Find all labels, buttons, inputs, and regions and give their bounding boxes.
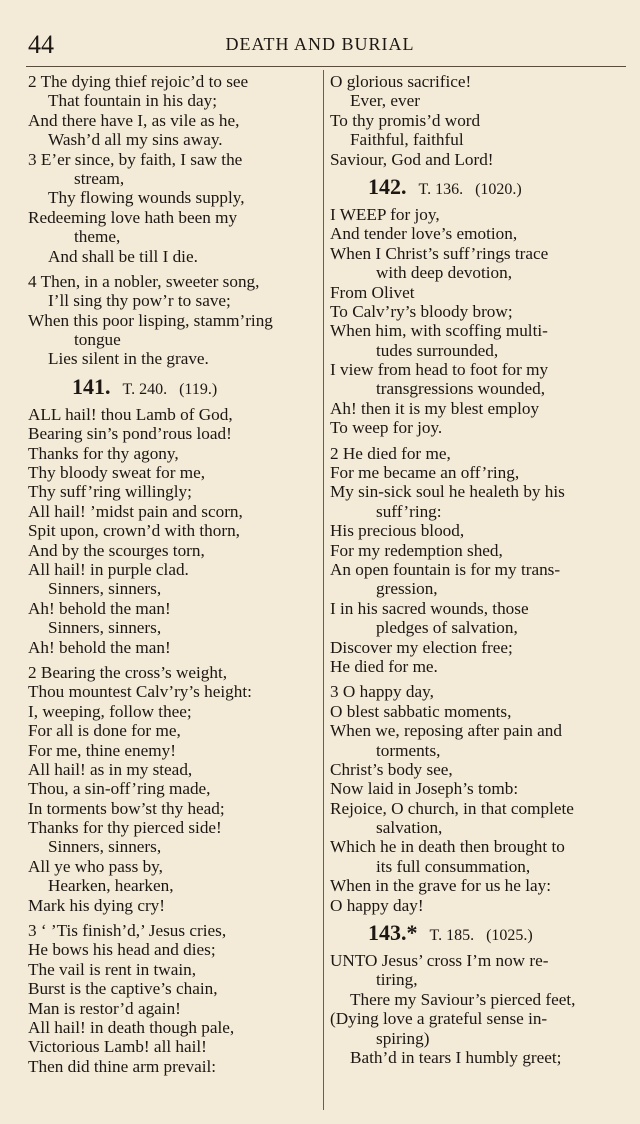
verse-line: Sinners, sinners, <box>48 579 162 599</box>
verse-line: When we, reposing after pain and <box>330 721 562 741</box>
verse-line: 3 O happy day, <box>330 682 434 702</box>
running-title: DEATH AND BURIAL <box>225 34 415 54</box>
verse-line: Lies silent in the grave. <box>48 349 209 369</box>
verse-line: Ah! behold the man! <box>28 598 171 618</box>
verse-line: with deep devotion, <box>376 263 513 283</box>
verse-line: Which he in death then brought to <box>330 837 565 857</box>
verse-line: transgressions wounded, <box>376 379 545 399</box>
verse-line: That fountain in his day; <box>48 91 217 111</box>
verse-line: An open fountain is for my trans- <box>330 559 561 579</box>
verse-line: For me, thine enemy! <box>28 740 176 760</box>
left-column <box>28 72 320 1076</box>
verse-line: And tender love’s emotion, <box>330 224 518 244</box>
verse-line: Now laid in Joseph’s tomb: <box>330 779 519 799</box>
verse-line: Burst is the captive’s chain, <box>28 979 218 999</box>
hymn-number: 141. <box>72 373 111 399</box>
verse-line: There my Saviour’s pierced feet, <box>350 989 576 1009</box>
verse-line: In torments bow’st thy head; <box>28 798 225 818</box>
verse-line: Thy flowing wounds supply, <box>48 188 245 208</box>
verse-line: ALL hail! thou Lamb of God, <box>28 404 233 424</box>
page-number: 44 <box>28 30 54 59</box>
verse-line: To weep for joy. <box>330 418 443 438</box>
verse-line: I’ll sing thy pow’r to save; <box>48 291 231 311</box>
verse-line: All ye who pass by, <box>28 856 163 876</box>
verse-line: Then did thine arm prevail: <box>28 1056 217 1076</box>
verse-line: Saviour, God and Lord! <box>330 149 494 169</box>
verse-line: salvation, <box>376 818 443 838</box>
hymn-heading <box>28 369 320 405</box>
verse-line: Thy bloody sweat for me, <box>28 463 206 483</box>
verse-line: O happy day! <box>330 895 424 915</box>
verse-line: Thanks for thy agony, <box>28 443 179 463</box>
verse-line: He bows his head and dies; <box>28 940 216 960</box>
verse-line: And there have I, as vile as he, <box>28 110 240 130</box>
verse-line: He died for me. <box>330 656 438 676</box>
verse-line: For all is done for me, <box>28 721 181 741</box>
verse-line: When this poor lisping, stamm’ring <box>28 310 273 330</box>
verse-line: Victorious Lamb! all hail! <box>28 1037 207 1057</box>
verse-line: When in the grave for us he lay: <box>330 876 551 896</box>
verse-line: pledges of salvation, <box>376 618 518 638</box>
verse-line: For my redemption shed, <box>330 540 503 560</box>
verse-line: Thou mountest Calv’ry’s height: <box>28 682 252 702</box>
verse-line: Man is restor’d again! <box>28 998 181 1018</box>
verse-line: tiring, <box>376 970 418 990</box>
verse-line: Bearing sin’s pond’rous load! <box>28 424 232 444</box>
verse-line: Faithful, faithful <box>350 130 464 150</box>
verse-line: All hail! as in my stead, <box>28 759 193 779</box>
tune-number: T. 240. <box>122 380 168 398</box>
verse-line: And shall be till I die. <box>48 246 198 266</box>
verse-line: Ever, ever <box>350 91 420 111</box>
hymn-reference: (1025.) <box>486 927 533 945</box>
verse-line: When him, with scoffing multi- <box>330 321 548 341</box>
verse-line: I WEEP for joy, <box>330 204 440 224</box>
hymn-number: 143.* <box>368 920 418 946</box>
hymn-heading <box>330 169 628 205</box>
verse-line: theme, <box>74 227 121 247</box>
verse-line: tongue <box>74 330 121 350</box>
verse-line: 2 The dying thief rejoic’d to see <box>28 72 249 91</box>
verse-line: All hail! in death though pale, <box>28 1017 235 1037</box>
verse-line: 2 He died for me, <box>330 443 451 463</box>
verse-line: 2 Bearing the cross’s weight, <box>28 662 228 682</box>
verse-line: torments, <box>376 740 441 760</box>
verse-line: Ah! then it is my blest employ <box>330 398 540 418</box>
verse-line: My sin-sick soul he healeth by his <box>330 482 565 502</box>
verse-line: To thy promis’d word <box>330 110 481 130</box>
tune-number: T. 185. <box>429 927 475 945</box>
verse-line: its full consummation, <box>376 856 531 876</box>
verse-line: His precious blood, <box>330 521 465 541</box>
verse-line: I, weeping, follow thee; <box>28 701 192 721</box>
verse-line: Christ’s body see, <box>330 759 453 779</box>
right-column <box>330 72 628 1067</box>
verse-line: Thy suff’ring willingly; <box>28 482 192 502</box>
hymn-number: 142. <box>368 173 407 199</box>
verse-line: To Calv’ry’s bloody brow; <box>330 301 513 321</box>
verse-line: I view from head to foot for my <box>330 360 549 380</box>
verse-line: O glorious sacrifice! <box>330 72 472 91</box>
column-divider <box>323 70 324 1110</box>
verse-line: When I Christ’s suff’rings trace <box>330 243 549 263</box>
verse-line: 3 E’er since, by faith, I saw the <box>28 149 243 169</box>
verse-line: Hearken, hearken, <box>48 876 174 896</box>
verse-line: Sinners, sinners, <box>48 618 162 638</box>
verse-line: (Dying love a grateful sense in- <box>330 1009 548 1029</box>
hymn-heading <box>330 915 628 951</box>
header-rule <box>26 66 626 67</box>
verse-line: 4 Then, in a nobler, sweeter song, <box>28 271 260 291</box>
verse-line: Ah! behold the man! <box>28 637 171 657</box>
verse-line: The vail is rent in twain, <box>28 959 197 979</box>
verse-line: O blest sabbatic moments, <box>330 701 512 721</box>
verse-line: Wash’d all my sins away. <box>48 130 223 150</box>
verse-line: And by the scourges torn, <box>28 540 205 560</box>
verse-line: All hail! ’midst pain and scorn, <box>28 501 243 521</box>
verse-line: I in his sacred wounds, those <box>330 598 529 618</box>
verse-line: Spit upon, crown’d with thorn, <box>28 521 240 541</box>
verse-line: From Olivet <box>330 282 415 302</box>
verse-line: tudes surrounded, <box>376 340 499 360</box>
verse-line: Thanks for thy pierced side! <box>28 818 222 838</box>
verse-line: Redeeming love hath been my <box>28 207 238 227</box>
verse-line: Thou, a sin-off’ring made, <box>28 779 211 799</box>
verse-line: Sinners, sinners, <box>48 837 162 857</box>
verse-line: suff’ring: <box>376 501 442 521</box>
tune-number: T. 136. <box>418 180 464 198</box>
verse-line: UNTO Jesus’ cross I’m now re- <box>330 951 549 971</box>
verse-line: spiring) <box>376 1028 430 1048</box>
verse-line: Discover my election free; <box>330 637 513 657</box>
hymn-reference: (119.) <box>179 380 218 398</box>
verse-line: Rejoice, O church, in that complete <box>330 798 574 818</box>
verse-line: 3 ‘ ’Tis finish’d,’ Jesus cries, <box>28 921 227 941</box>
verse-line: gression, <box>376 579 438 599</box>
verse-line: For me became an off’ring, <box>330 463 520 483</box>
verse-line: All hail! in purple clad. <box>28 559 189 579</box>
verse-line: Mark his dying cry! <box>28 895 165 915</box>
verse-line: Bath’d in tears I humbly greet; <box>350 1047 562 1067</box>
hymn-reference: (1020.) <box>475 180 522 198</box>
verse-line: stream, <box>74 168 125 188</box>
